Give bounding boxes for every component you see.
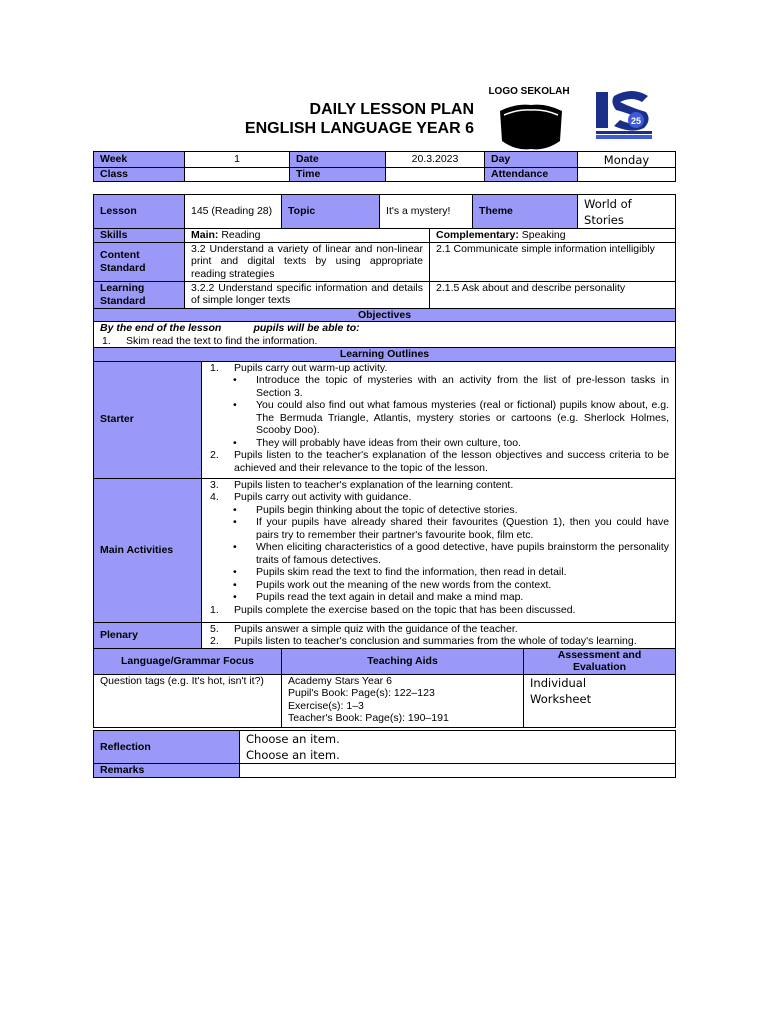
teaching-aid-line: Exercise(s): 1–3 <box>288 699 364 712</box>
bullet-marker: • <box>233 399 237 411</box>
class-label: Class <box>94 168 185 182</box>
plenary-label: Plenary <box>94 622 202 648</box>
content-standard-main: 3.2 Understand a variety of linear and non-linear print and digital texts by using appropriate reading strategies <box>185 242 430 281</box>
item-number: 1. <box>210 603 219 616</box>
learning-standard-label: Learning Standard <box>94 281 185 308</box>
item-text: Pupils begin thinking about the topic of detective stories. <box>256 503 518 516</box>
school-logo-shield-icon <box>496 103 566 151</box>
learning-standard-main: 3.2.2 Understand specific information and details of simple longer texts <box>185 281 430 308</box>
reflection-choice-dropdown[interactable]: Choose an item. <box>246 748 340 762</box>
starter-list <box>202 361 676 478</box>
objective-number: 1. <box>102 334 111 347</box>
item-text: You could also find out what famous mysteries (real or fictional) pupils know about, e.g. The Bermuda Triangle, Atlantis, mystery stories or cartoons (e.g. Sherlock Holmes, Scooby Doo). <box>256 399 670 436</box>
topic-value[interactable]: It's a mystery! <box>380 195 473 229</box>
reflection-choice-dropdown[interactable]: Choose an item. <box>246 732 340 746</box>
item-number: 4. <box>210 491 219 503</box>
skills-complementary <box>430 229 676 243</box>
item-text: When eliciting characteristics of a good detective, have pupils brainstorm the personality traits of famous detectives. <box>256 541 670 566</box>
objectives-band: Objectives <box>94 308 676 322</box>
assessment-line1: Individual <box>530 675 587 690</box>
bullet-marker: • <box>233 374 237 386</box>
item-text: They will probably have ideas from their own culture, too. <box>256 436 521 449</box>
item-number: 2. <box>210 449 219 461</box>
main-activities-label: Main Activities <box>94 478 202 622</box>
item-text: Pupils answer a simple quiz with the guidance of the teacher. <box>234 622 518 635</box>
lesson-table <box>93 194 676 728</box>
teaching-aids-label: Teaching Aids <box>282 648 524 674</box>
bullet-item <box>208 516 669 541</box>
theme-value-line2: Stories <box>584 212 624 227</box>
numbered-item <box>208 479 669 492</box>
assessment-value[interactable] <box>524 674 676 727</box>
language-focus-label: Language/Grammar Focus <box>94 648 282 674</box>
item-text: Pupils complete the exercise based on the topic that has been discussed. <box>234 603 576 616</box>
bullet-marker: • <box>233 578 237 591</box>
teaching-aid-line: Pupil's Book: Page(s): 122–123 <box>288 687 435 699</box>
bullet-marker: • <box>233 541 237 553</box>
bullet-item <box>208 504 669 517</box>
theme-value[interactable] <box>578 195 676 229</box>
learning-standard-comp: 2.1.5 Ask about and describe personality <box>430 281 676 308</box>
class-value[interactable] <box>185 168 290 182</box>
bullet-item <box>208 591 669 604</box>
theme-label: Theme <box>473 195 578 229</box>
attendance-value[interactable] <box>578 168 676 182</box>
subject-title: ENGLISH LANGUAGE YEAR 6 <box>244 120 474 137</box>
logo-number: 25 <box>630 116 642 126</box>
info-table <box>93 151 676 182</box>
objective-item: Skim read the text to find the information. <box>126 334 318 347</box>
week-value[interactable]: 1 <box>185 152 290 168</box>
reflection-dropdowns <box>240 731 676 764</box>
bullet-item <box>208 566 669 579</box>
bullet-marker: • <box>233 516 237 528</box>
date-label: Date <box>290 152 386 168</box>
teaching-aids-value <box>282 674 524 727</box>
item-number: 5. <box>210 622 219 635</box>
school-logo-label: LOGO SEKOLAH <box>488 86 570 97</box>
day-value[interactable]: Monday <box>578 152 676 168</box>
comp-skill-value: Speaking <box>518 229 566 241</box>
main-skill-value: Reading <box>218 229 261 241</box>
remarks-value[interactable] <box>240 764 676 778</box>
item-number: 1. <box>210 361 219 374</box>
day-label: Day <box>485 152 578 168</box>
numbered-item <box>208 491 669 504</box>
numbered-item <box>208 604 669 617</box>
remarks-label: Remarks <box>94 764 240 778</box>
language-focus-value: Question tags (e.g. It's hot, isn't it?) <box>94 674 282 727</box>
week-label: Week <box>94 152 185 168</box>
bullet-item <box>208 579 669 592</box>
bullet-marker: • <box>233 566 237 578</box>
content-standard-comp: 2.1 Communicate simple information intelligibly <box>430 242 676 281</box>
time-value[interactable] <box>386 168 485 182</box>
main-skill-label: Main: <box>191 229 219 241</box>
ministry-logo-icon <box>592 86 656 140</box>
bullet-item <box>208 541 669 566</box>
item-number: 3. <box>210 478 219 491</box>
teaching-aid-line: Teacher's Book: Page(s): 190–191 <box>288 712 449 724</box>
item-text: Pupils carry out warm-up activity. <box>234 361 388 374</box>
topic-label: Topic <box>282 195 380 229</box>
bullet-item <box>208 374 669 399</box>
item-text: Pupils skim read the text to find the information, then read in detail. <box>256 566 567 578</box>
item-text: If your pupils have already shared their favourites (Question 1), then you could have pairs try to remember their partner's favourite book, film etc. <box>256 516 670 541</box>
bullet-marker: • <box>233 591 237 603</box>
main-activities-list <box>202 478 676 622</box>
starter-label: Starter <box>94 361 202 478</box>
learning-outlines-band: Learning Outlines <box>94 348 676 362</box>
item-text: Pupils listen to the teacher's explanation of the lesson objectives and success criteria to be achieved and their relevance to the topic of the lesson. <box>234 449 670 474</box>
assessment-label: Assessment and Evaluation <box>524 648 676 674</box>
item-text: Pupils listen to teacher's explanation of the learning content. <box>234 478 514 491</box>
content-standard-label: Content Standard <box>94 242 185 281</box>
comp-skill-label: Complementary: <box>436 229 519 241</box>
bullet-item <box>208 437 669 450</box>
date-value[interactable]: 20.3.2023 <box>386 152 485 168</box>
skills-main <box>185 229 430 243</box>
numbered-item <box>208 362 669 375</box>
numbered-item <box>208 623 669 636</box>
item-text: Pupils read the text again in detail and make a mind map. <box>256 591 524 603</box>
plenary-list <box>202 622 676 648</box>
item-text: Introduce the topic of mysteries with an activity from the list of pre-lesson tasks in Section 3. <box>256 374 670 399</box>
lesson-label: Lesson <box>94 195 185 229</box>
item-text: Pupils carry out activity with guidance. <box>234 491 412 503</box>
attendance-label: Attendance <box>485 168 578 182</box>
teaching-aid-line: Academy Stars Year 6 <box>288 674 392 687</box>
objectives-cell <box>94 322 676 348</box>
numbered-item <box>208 449 669 474</box>
item-text: Pupils work out the meaning of the new words from the context. <box>256 578 552 591</box>
skills-label: Skills <box>94 229 185 243</box>
assessment-line2: Worksheet <box>530 691 592 706</box>
time-label: Time <box>290 168 386 182</box>
bullet-marker: • <box>233 503 237 516</box>
lesson-plan-title: DAILY LESSON PLAN <box>309 101 474 118</box>
item-number: 2. <box>210 635 219 647</box>
bullet-item <box>208 399 669 437</box>
item-text: Pupils listen to teacher's conclusion and summaries from the whole of today's learning. <box>234 635 637 647</box>
numbered-item <box>208 635 669 648</box>
reflection-label: Reflection <box>94 731 240 764</box>
lesson-value[interactable]: 145 (Reading 28) <box>185 195 282 229</box>
objectives-intro: By the end of the lesson pupils will be able to: <box>100 322 360 334</box>
reflection-table <box>93 730 676 778</box>
bullet-marker: • <box>233 436 237 449</box>
theme-value-line1: World of <box>584 196 632 211</box>
